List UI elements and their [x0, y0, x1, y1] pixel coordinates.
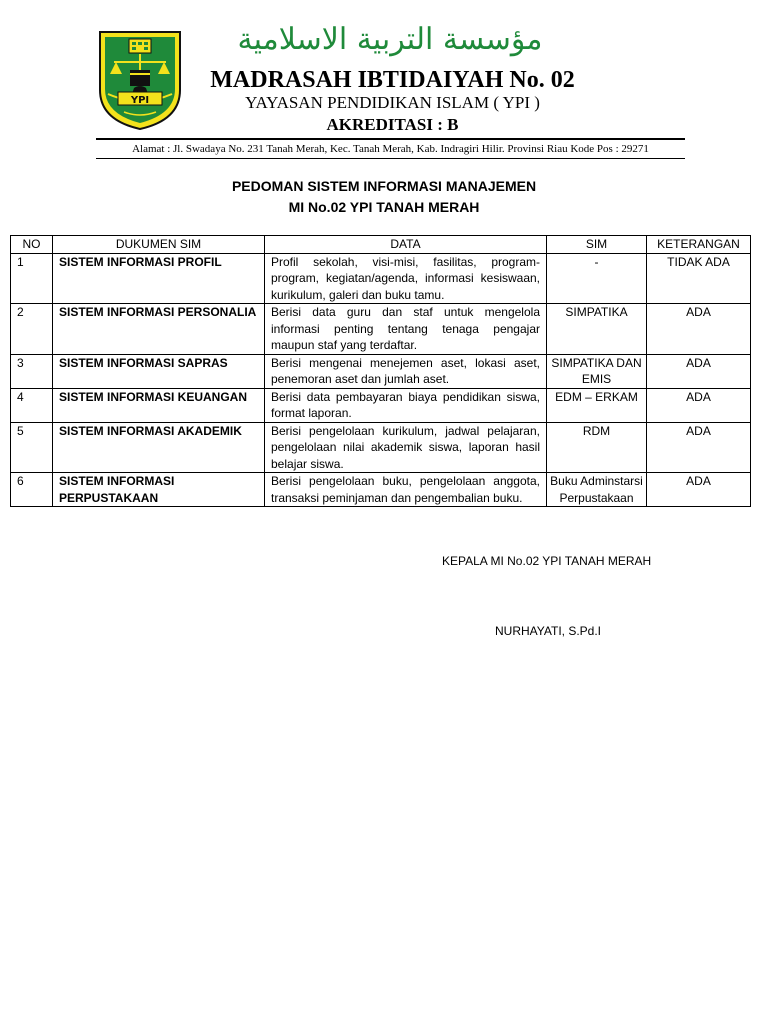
row-data: Berisi pengelolaan kurikulum, jadwal pelajaran, pengelolaan nilai akademik siswa, laporan hasil belajar siswa. — [265, 422, 547, 473]
table-row — [11, 422, 751, 473]
row-sim: SIMPATIKA DAN EMIS — [547, 354, 647, 388]
school-address: Alamat : Jl. Swadaya No. 231 Tanah Merah, Kec. Tanah Merah, Kab. Indragiri Hilir. Provinsi Riau Kode Pos : 29271 — [132, 143, 649, 155]
school-name: MADRASAH IBTIDAIYAH No. 02 — [210, 67, 575, 93]
row-remarks: ADA — [647, 473, 751, 507]
letterhead-divider-top — [96, 138, 685, 140]
row-remarks: ADA — [647, 304, 751, 355]
signature-title: KEPALA MI No.02 YPI TANAH MERAH — [442, 554, 652, 568]
row-document: SISTEM INFORMASI SAPRAS — [53, 354, 265, 388]
row-sim: SIMPATIKA — [547, 304, 647, 355]
row-document: SISTEM INFORMASI PROFIL — [53, 253, 265, 304]
row-sim: RDM — [547, 422, 647, 473]
accreditation-label: AKREDITASI : B — [326, 115, 459, 134]
header-remarks: KETERANGAN — [647, 236, 751, 254]
row-document: SISTEM INFORMASI PERSONALIA — [53, 304, 265, 355]
row-data: Berisi pengelolaan buku, pengelolaan anggota, transaksi peminjaman dan pengembalian buku. — [265, 473, 547, 507]
row-remarks: ADA — [647, 422, 751, 473]
document-title-line-1: PEDOMAN SISTEM INFORMASI MANAJEMEN — [231, 178, 537, 194]
table-row — [11, 354, 751, 388]
sim-guideline-table — [10, 235, 751, 507]
row-data: Profil sekolah, visi-misi, fasilitas, program-program, kegiatan/agenda, informasi kesiswaan, kurikulum, galeri dan buku tamu. — [265, 253, 547, 304]
row-document: SISTEM INFORMASI AKADEMIK — [53, 422, 265, 473]
row-remarks: TIDAK ADA — [647, 253, 751, 304]
table-row — [11, 388, 751, 422]
row-remarks: ADA — [647, 388, 751, 422]
row-data: Berisi mengenai menejemen aset, lokasi aset, penemoran aset dan jumlah aset. — [265, 354, 547, 388]
letterhead-divider-bottom — [96, 158, 685, 159]
row-sim: EDM – ERKAM — [547, 388, 647, 422]
header-no: NO — [11, 236, 53, 254]
foundation-name: YAYASAN PENDIDIKAN ISLAM ( YPI ) — [245, 93, 540, 112]
ypi-school-emblem-icon — [96, 28, 184, 132]
row-number: 4 — [11, 388, 53, 422]
header-document: DUKUMEN SIM — [53, 236, 265, 254]
table-row — [11, 304, 751, 355]
row-number: 6 — [11, 473, 53, 507]
svg-text:YPI: YPI — [130, 95, 150, 106]
table-row — [11, 473, 751, 507]
row-document: SISTEM INFORMASI KEUANGAN — [53, 388, 265, 422]
letterhead — [0, 0, 768, 170]
row-number: 1 — [11, 253, 53, 304]
row-remarks: ADA — [647, 354, 751, 388]
row-data: Berisi data guru dan staf untuk mengelola informasi penting tentang tenaga pengajar maupun staf yang terdaftar. — [265, 304, 547, 355]
row-number: 5 — [11, 422, 53, 473]
row-number: 2 — [11, 304, 53, 355]
row-document: SISTEM INFORMASI PERPUSTAKAAN — [53, 473, 265, 507]
header-data: DATA — [265, 236, 547, 254]
header-sim: SIM — [547, 236, 647, 254]
table-row — [11, 253, 751, 304]
row-data: Berisi data pembayaran biaya pendidikan siswa, format laporan. — [265, 388, 547, 422]
document-title-line-2: MI No.02 YPI TANAH MERAH — [288, 199, 480, 215]
row-sim: Buku Adminstarsi Perpustakaan — [547, 473, 647, 507]
document-title — [0, 176, 768, 218]
row-sim: - — [547, 253, 647, 304]
table-header-row — [11, 236, 751, 254]
arabic-foundation-title: مؤسسة التربية الاسلامية — [237, 22, 543, 57]
row-number: 3 — [11, 354, 53, 388]
signature-name: NURHAYATI, S.Pd.I — [495, 624, 602, 638]
